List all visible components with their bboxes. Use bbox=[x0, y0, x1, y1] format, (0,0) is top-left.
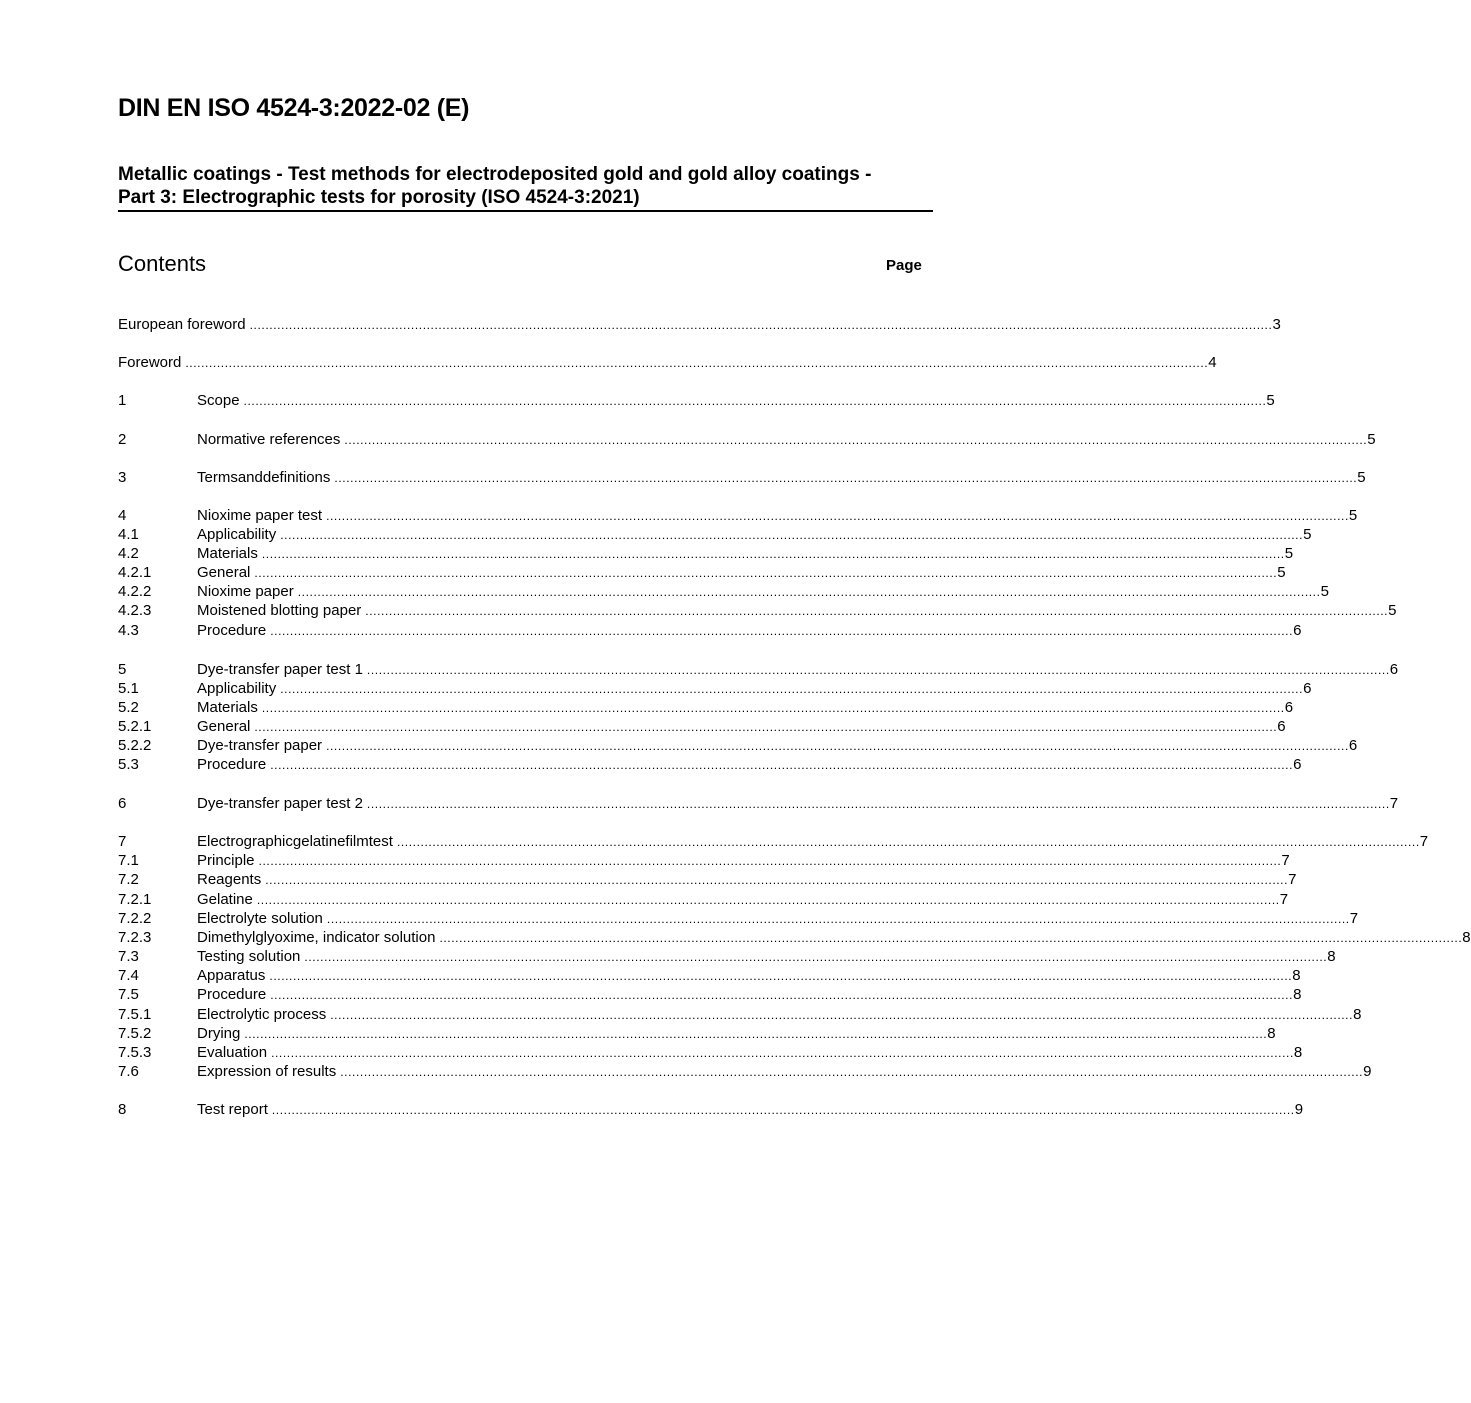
toc-section-title: Electrolytic process bbox=[197, 1006, 327, 1023]
toc-dot-leader: .................................................................................................................................................................................................................................................................... bbox=[270, 988, 1294, 1002]
toc-entry[interactable] bbox=[118, 717, 1286, 736]
toc-entry[interactable] bbox=[118, 1100, 1304, 1119]
toc-section-number: 7.2.2 bbox=[118, 910, 152, 927]
toc-section-number: 7.2.1 bbox=[118, 891, 152, 908]
toc-page-number: 8 bbox=[1293, 1044, 1303, 1061]
toc-dot-leader: .................................................................................................................................................................................................................................................................... bbox=[366, 797, 1390, 811]
toc-section-title: Procedure bbox=[197, 756, 267, 773]
toc-section-number: 7.4 bbox=[118, 967, 139, 984]
toc-section-title: Apparatus bbox=[197, 967, 266, 984]
toc-dot-leader: .................................................................................................................................................................................................................................................................... bbox=[326, 912, 1350, 926]
toc-entry[interactable] bbox=[118, 660, 1399, 679]
toc-section-title: Materials bbox=[197, 699, 258, 716]
toc-dot-leader: .................................................................................................................................................................................................................................................................... bbox=[270, 624, 1294, 638]
toc-entry[interactable] bbox=[118, 966, 1301, 985]
toc-section-title: Evaluation bbox=[197, 1044, 268, 1061]
toc-section-number: 7 bbox=[118, 833, 127, 850]
toc-entry[interactable] bbox=[118, 601, 1397, 620]
toc-section-number: 7.2.3 bbox=[118, 929, 152, 946]
toc-entry[interactable] bbox=[118, 851, 1290, 870]
toc-dot-leader: .................................................................................................................................................................................................................................................................... bbox=[271, 1103, 1295, 1117]
toc-section-number: 7.3 bbox=[118, 948, 139, 965]
toc-section-title: General bbox=[197, 564, 251, 581]
toc-dot-leader: .................................................................................................................................................................................................................................................................... bbox=[258, 854, 1282, 868]
toc-page-number: 6 bbox=[1284, 699, 1294, 716]
toc-section-number: 1 bbox=[118, 392, 127, 409]
toc-entry[interactable] bbox=[118, 353, 1217, 372]
toc-dot-leader: .................................................................................................................................................................................................................................................................... bbox=[326, 739, 1349, 753]
toc-page-number: 7 bbox=[1349, 910, 1359, 927]
toc-section-title: Principle bbox=[197, 852, 255, 869]
toc-page-number: 8 bbox=[1327, 948, 1336, 965]
toc-section-number: 2 bbox=[118, 431, 127, 448]
toc-section-number: 4.2.1 bbox=[118, 564, 152, 581]
toc-dot-leader: .................................................................................................................................................................................................................................................................... bbox=[344, 433, 1368, 447]
toc-section-number: 7.5 bbox=[118, 986, 139, 1003]
title-line-1: Metallic coatings - Test methods for electrodeposited gold and gold alloy coatings - bbox=[118, 164, 872, 185]
toc-dot-leader: .................................................................................................................................................................................................................................................................... bbox=[249, 318, 1273, 332]
toc-section-number: 7.5.2 bbox=[118, 1025, 152, 1042]
toc-page-number: 9 bbox=[1363, 1063, 1372, 1080]
toc-entry[interactable] bbox=[118, 621, 1302, 640]
toc-section-title: Moistened blotting paper bbox=[197, 602, 362, 619]
toc-section-number: 4.1 bbox=[118, 526, 139, 543]
toc-dot-leader: .................................................................................................................................................................................................................................................................... bbox=[334, 471, 1358, 485]
toc-dot-leader: .................................................................................................................................................................................................................................................................... bbox=[254, 720, 1278, 734]
toc-section-title: Gelatine bbox=[197, 891, 253, 908]
toc-section-title: Dye-transfer paper test 1 bbox=[197, 661, 363, 678]
toc-entry[interactable] bbox=[118, 506, 1358, 525]
toc-dot-leader: .................................................................................................................................................................................................................................................................... bbox=[330, 1008, 1354, 1022]
toc-section-title: Foreword bbox=[118, 354, 182, 371]
toc-page-number: 4 bbox=[1208, 354, 1217, 371]
toc-section-number: 7.5.1 bbox=[118, 1006, 152, 1023]
toc-page-number: 3 bbox=[1272, 316, 1281, 333]
toc-section-title: Nioxime paper bbox=[197, 583, 294, 600]
toc-page-number: 5 bbox=[1284, 545, 1294, 562]
toc-page-number: 8 bbox=[1292, 967, 1301, 984]
toc-section-title: Expression of results bbox=[197, 1063, 337, 1080]
toc-entry[interactable] bbox=[118, 736, 1358, 755]
toc-dot-leader: .................................................................................................................................................................................................................................................................... bbox=[280, 682, 1304, 696]
toc-page-number: 5 bbox=[1357, 469, 1366, 486]
toc-dot-leader: .................................................................................................................................................................................................................................................................... bbox=[244, 1027, 1268, 1041]
toc-page-number: 6 bbox=[1293, 756, 1302, 773]
toc-dot-leader: .................................................................................................................................................................................................................................................................... bbox=[185, 356, 1209, 370]
toc-entry[interactable] bbox=[118, 679, 1312, 698]
toc-entry[interactable] bbox=[118, 315, 1281, 334]
toc-section-title: Dye-transfer paper test 2 bbox=[197, 795, 363, 812]
toc-page-number: 7 bbox=[1419, 833, 1429, 850]
toc-entry[interactable] bbox=[118, 698, 1294, 717]
toc-dot-leader: .................................................................................................................................................................................................................................................................... bbox=[270, 758, 1294, 772]
toc-page-number: 8 bbox=[1293, 986, 1302, 1003]
toc-dot-leader: .................................................................................................................................................................................................................................................................... bbox=[265, 873, 1289, 887]
toc-dot-leader: .................................................................................................................................................................................................................................................................... bbox=[365, 604, 1389, 618]
toc-section-number: 5.1 bbox=[118, 680, 139, 697]
title-line-2: Part 3: Electrographic tests for porosity (ISO 4524-3:2021) bbox=[118, 187, 640, 208]
toc-dot-leader: .................................................................................................................................................................................................................................................................... bbox=[280, 528, 1304, 542]
toc-section-title: Normative references bbox=[197, 431, 341, 448]
toc-entry[interactable] bbox=[118, 430, 1376, 449]
toc-entry[interactable] bbox=[118, 985, 1302, 1004]
toc-page-number: 5 bbox=[1277, 564, 1286, 581]
toc-dot-leader: .................................................................................................................................................................................................................................................................... bbox=[304, 950, 1328, 964]
toc-section-title: Procedure bbox=[197, 622, 267, 639]
toc-section-number: 4.3 bbox=[118, 622, 139, 639]
toc-section-title: European foreword bbox=[118, 316, 246, 333]
toc-dot-leader: .................................................................................................................................................................................................................................................................... bbox=[269, 969, 1293, 983]
toc-dot-leader: .................................................................................................................................................................................................................................................................... bbox=[243, 394, 1267, 408]
toc-dot-leader: .................................................................................................................................................................................................................................................................... bbox=[439, 931, 1463, 945]
toc-section-number: 5.2.2 bbox=[118, 737, 152, 754]
toc-dot-leader: .................................................................................................................................................................................................................................................................... bbox=[261, 701, 1285, 715]
toc-section-title: Materials bbox=[197, 545, 258, 562]
toc-page-number: 6 bbox=[1293, 622, 1302, 639]
toc-page-number: 5 bbox=[1320, 583, 1329, 600]
toc-page-number: 8 bbox=[1462, 929, 1471, 946]
toc-page-number: 5 bbox=[1348, 507, 1358, 524]
toc-dot-leader: .................................................................................................................................................................................................................................................................... bbox=[271, 1046, 1294, 1060]
toc-section-number: 5.3 bbox=[118, 756, 139, 773]
toc-section-title: Applicability bbox=[197, 526, 277, 543]
toc-page-number: 7 bbox=[1389, 795, 1399, 812]
toc-page-number: 8 bbox=[1267, 1025, 1276, 1042]
toc-section-title: Testing solution bbox=[197, 948, 301, 965]
toc-dot-leader: .................................................................................................................................................................................................................................................................... bbox=[261, 547, 1285, 561]
toc-section-number: 7.1 bbox=[118, 852, 139, 869]
toc-section-title: Scope bbox=[197, 392, 240, 409]
contents-heading: Contents bbox=[118, 251, 207, 276]
toc-entry[interactable] bbox=[118, 870, 1297, 889]
toc-page-number: 5 bbox=[1266, 392, 1275, 409]
toc-section-title: Nioxime paper test bbox=[197, 507, 323, 524]
toc-dot-leader: .................................................................................................................................................................................................................................................................... bbox=[254, 566, 1278, 580]
toc-section-title: Dye-transfer paper bbox=[197, 737, 323, 754]
toc-page-number: 6 bbox=[1348, 737, 1358, 754]
toc-section-number: 4.2.3 bbox=[118, 602, 152, 619]
toc-section-number: 4.2.2 bbox=[118, 583, 152, 600]
toc-section-number: 7.6 bbox=[118, 1063, 139, 1080]
toc-page-number: 7 bbox=[1281, 852, 1290, 869]
toc-entry[interactable] bbox=[118, 909, 1359, 928]
toc-section-title: Test report bbox=[197, 1101, 268, 1118]
toc-entry[interactable] bbox=[118, 468, 1366, 487]
toc-section-number: 3 bbox=[118, 469, 127, 486]
toc-entry[interactable] bbox=[118, 928, 1471, 947]
toc-section-number: 8 bbox=[118, 1101, 127, 1118]
toc-page-number: 6 bbox=[1303, 680, 1312, 697]
toc-section-number: 4 bbox=[118, 507, 127, 524]
toc-section-number: 7.2 bbox=[118, 871, 139, 888]
toc-page-number: 7 bbox=[1279, 891, 1289, 908]
toc-page-number: 9 bbox=[1294, 1101, 1304, 1118]
toc-page-number: 6 bbox=[1277, 718, 1286, 735]
toc-section-title: Electrographicgelatinefilmtest bbox=[197, 833, 393, 850]
toc-entry[interactable] bbox=[118, 1043, 1303, 1062]
toc-entry[interactable] bbox=[118, 947, 1336, 966]
toc-page-number: 7 bbox=[1288, 871, 1297, 888]
toc-entry[interactable] bbox=[118, 582, 1329, 601]
toc-entry[interactable] bbox=[118, 755, 1302, 774]
toc-entry[interactable] bbox=[118, 1062, 1372, 1081]
toc-dot-leader: .................................................................................................................................................................................................................................................................... bbox=[326, 509, 1349, 523]
toc-section-title: Applicability bbox=[197, 680, 277, 697]
toc-section-title: Electrolyte solution bbox=[197, 910, 323, 927]
document-title bbox=[118, 163, 933, 212]
toc-section-number: 4.2 bbox=[118, 545, 139, 562]
toc-entry[interactable] bbox=[118, 1005, 1362, 1024]
toc-section-number: 6 bbox=[118, 795, 127, 812]
toc-page-number: 5 bbox=[1388, 602, 1397, 619]
toc-page-number: 5 bbox=[1367, 431, 1376, 448]
toc-section-title: Dimethylglyoxime, indicator solution bbox=[197, 929, 436, 946]
toc-section-number: 5 bbox=[118, 661, 127, 678]
toc-dot-leader: .................................................................................................................................................................................................................................................................... bbox=[297, 585, 1321, 599]
toc-dot-leader: .................................................................................................................................................................................................................................................................... bbox=[366, 663, 1390, 677]
toc-entry[interactable] bbox=[118, 794, 1399, 813]
toc-entry[interactable] bbox=[118, 832, 1429, 851]
toc-dot-leader: .................................................................................................................................................................................................................................................................... bbox=[256, 893, 1280, 907]
toc-entry[interactable] bbox=[118, 544, 1294, 563]
document-id: DIN EN ISO 4524-3:2022-02 (E) bbox=[118, 94, 470, 122]
toc-section-title: General bbox=[197, 718, 251, 735]
toc-entry[interactable] bbox=[118, 1024, 1276, 1043]
toc-dot-leader: .................................................................................................................................................................................................................................................................... bbox=[396, 835, 1420, 849]
toc-section-title: Reagents bbox=[197, 871, 262, 888]
toc-entry[interactable] bbox=[118, 391, 1275, 410]
toc-section-number: 5.2.1 bbox=[118, 718, 152, 735]
toc-page-number: 8 bbox=[1353, 1006, 1362, 1023]
toc-section-number: 5.2 bbox=[118, 699, 139, 716]
toc-section-title: Termsanddefinitions bbox=[197, 469, 331, 486]
toc-section-number: 7.5.3 bbox=[118, 1044, 152, 1061]
toc-page-number: 5 bbox=[1303, 526, 1312, 543]
toc-page-number: 6 bbox=[1389, 661, 1399, 678]
toc-section-title: Drying bbox=[197, 1025, 241, 1042]
toc-section-title: Procedure bbox=[197, 986, 267, 1003]
toc-entry[interactable] bbox=[118, 525, 1312, 544]
toc-dot-leader: .................................................................................................................................................................................................................................................................... bbox=[340, 1065, 1364, 1079]
page-column-label: Page bbox=[886, 257, 922, 274]
toc-entry[interactable] bbox=[118, 563, 1286, 582]
toc-entry[interactable] bbox=[118, 890, 1289, 909]
